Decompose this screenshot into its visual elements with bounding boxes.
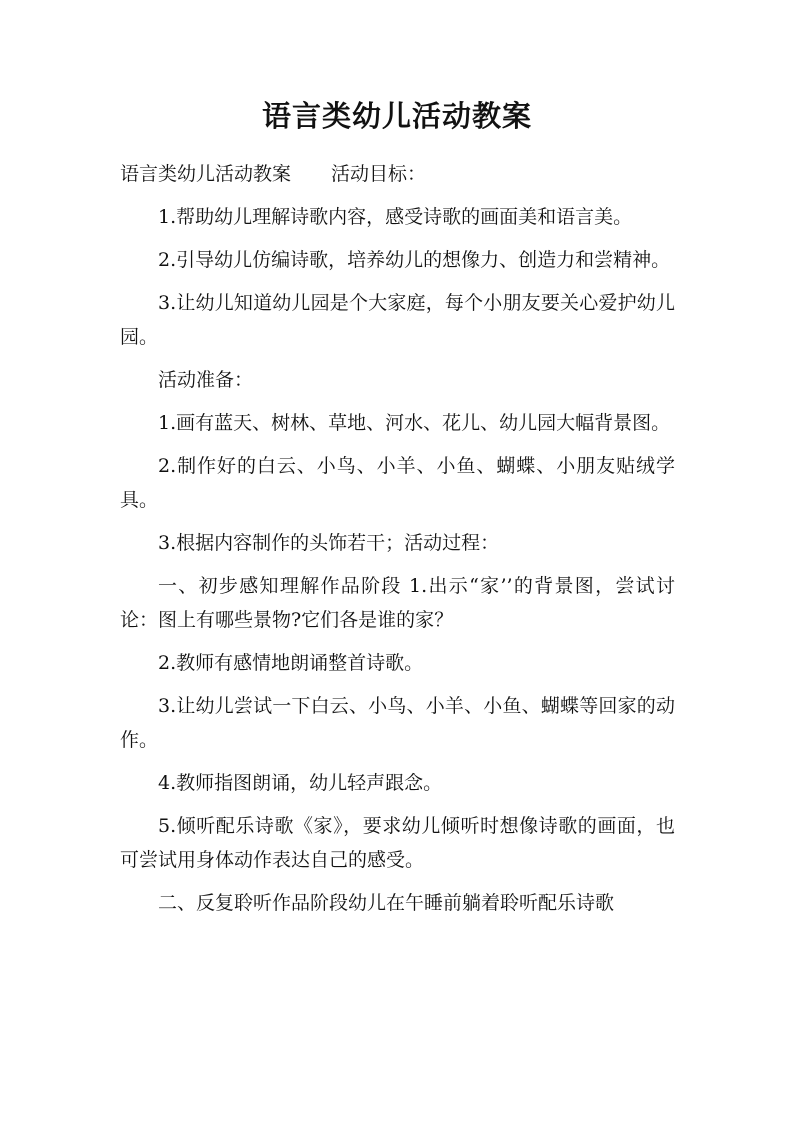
page-title: 语言类幼儿活动教案 [261,99,532,133]
step-5: 5.倾听配乐诗歌《家》，要求幼儿倾听时想像诗歌的画面，也可尝试用身体动作表达自己的感受。 [120,815,675,871]
intro-doc-name: 语言类幼儿活动教案 [120,163,292,185]
stage-1: 一、初步感知理解作品阶段 1.出示“家’’的背景图，尝试讨论：图上有哪些景物?它们各是谁的家？ [120,575,675,631]
step-3: 3.让幼儿尝试一下白云、小鸟、小羊、小鱼、蝴蝶等回家的动作。 [120,695,675,751]
goal-2: 2.引导幼儿仿编诗歌，培养幼儿的想像力、创造力和尝精神。 [158,249,671,271]
step-4: 4.教师指图朗诵，幼儿轻声跟念。 [158,772,443,794]
step-2: 2.教师有感情地朗诵整首诗歌。 [158,652,424,674]
prep-3: 3.根据内容制作的头饰若干；活动过程： [158,532,500,554]
intro-line [120,157,675,191]
prep-heading: 活动准备： [158,369,254,391]
goal-3: 3.让幼儿知道幼儿园是个大家庭，每个小朋友要关心爱护幼儿园。 [120,292,675,348]
intro-goal-heading: 活动目标： [331,163,427,185]
stage-2: 二、反复聆听作品阶段幼儿在午睡前躺着聆听配乐诗歌 [158,892,615,914]
prep-1: 1.画有蓝天、树林、草地、河水、花儿、幼儿园大幅背景图。 [158,412,671,434]
prep-2: 2.制作好的白云、小鸟、小羊、小鱼、蝴蝶、小朋友贴绒学具。 [120,455,675,511]
document-body [120,157,675,929]
goal-1: 1.帮助幼儿理解诗歌内容，感受诗歌的画面美和语言美。 [158,206,633,228]
